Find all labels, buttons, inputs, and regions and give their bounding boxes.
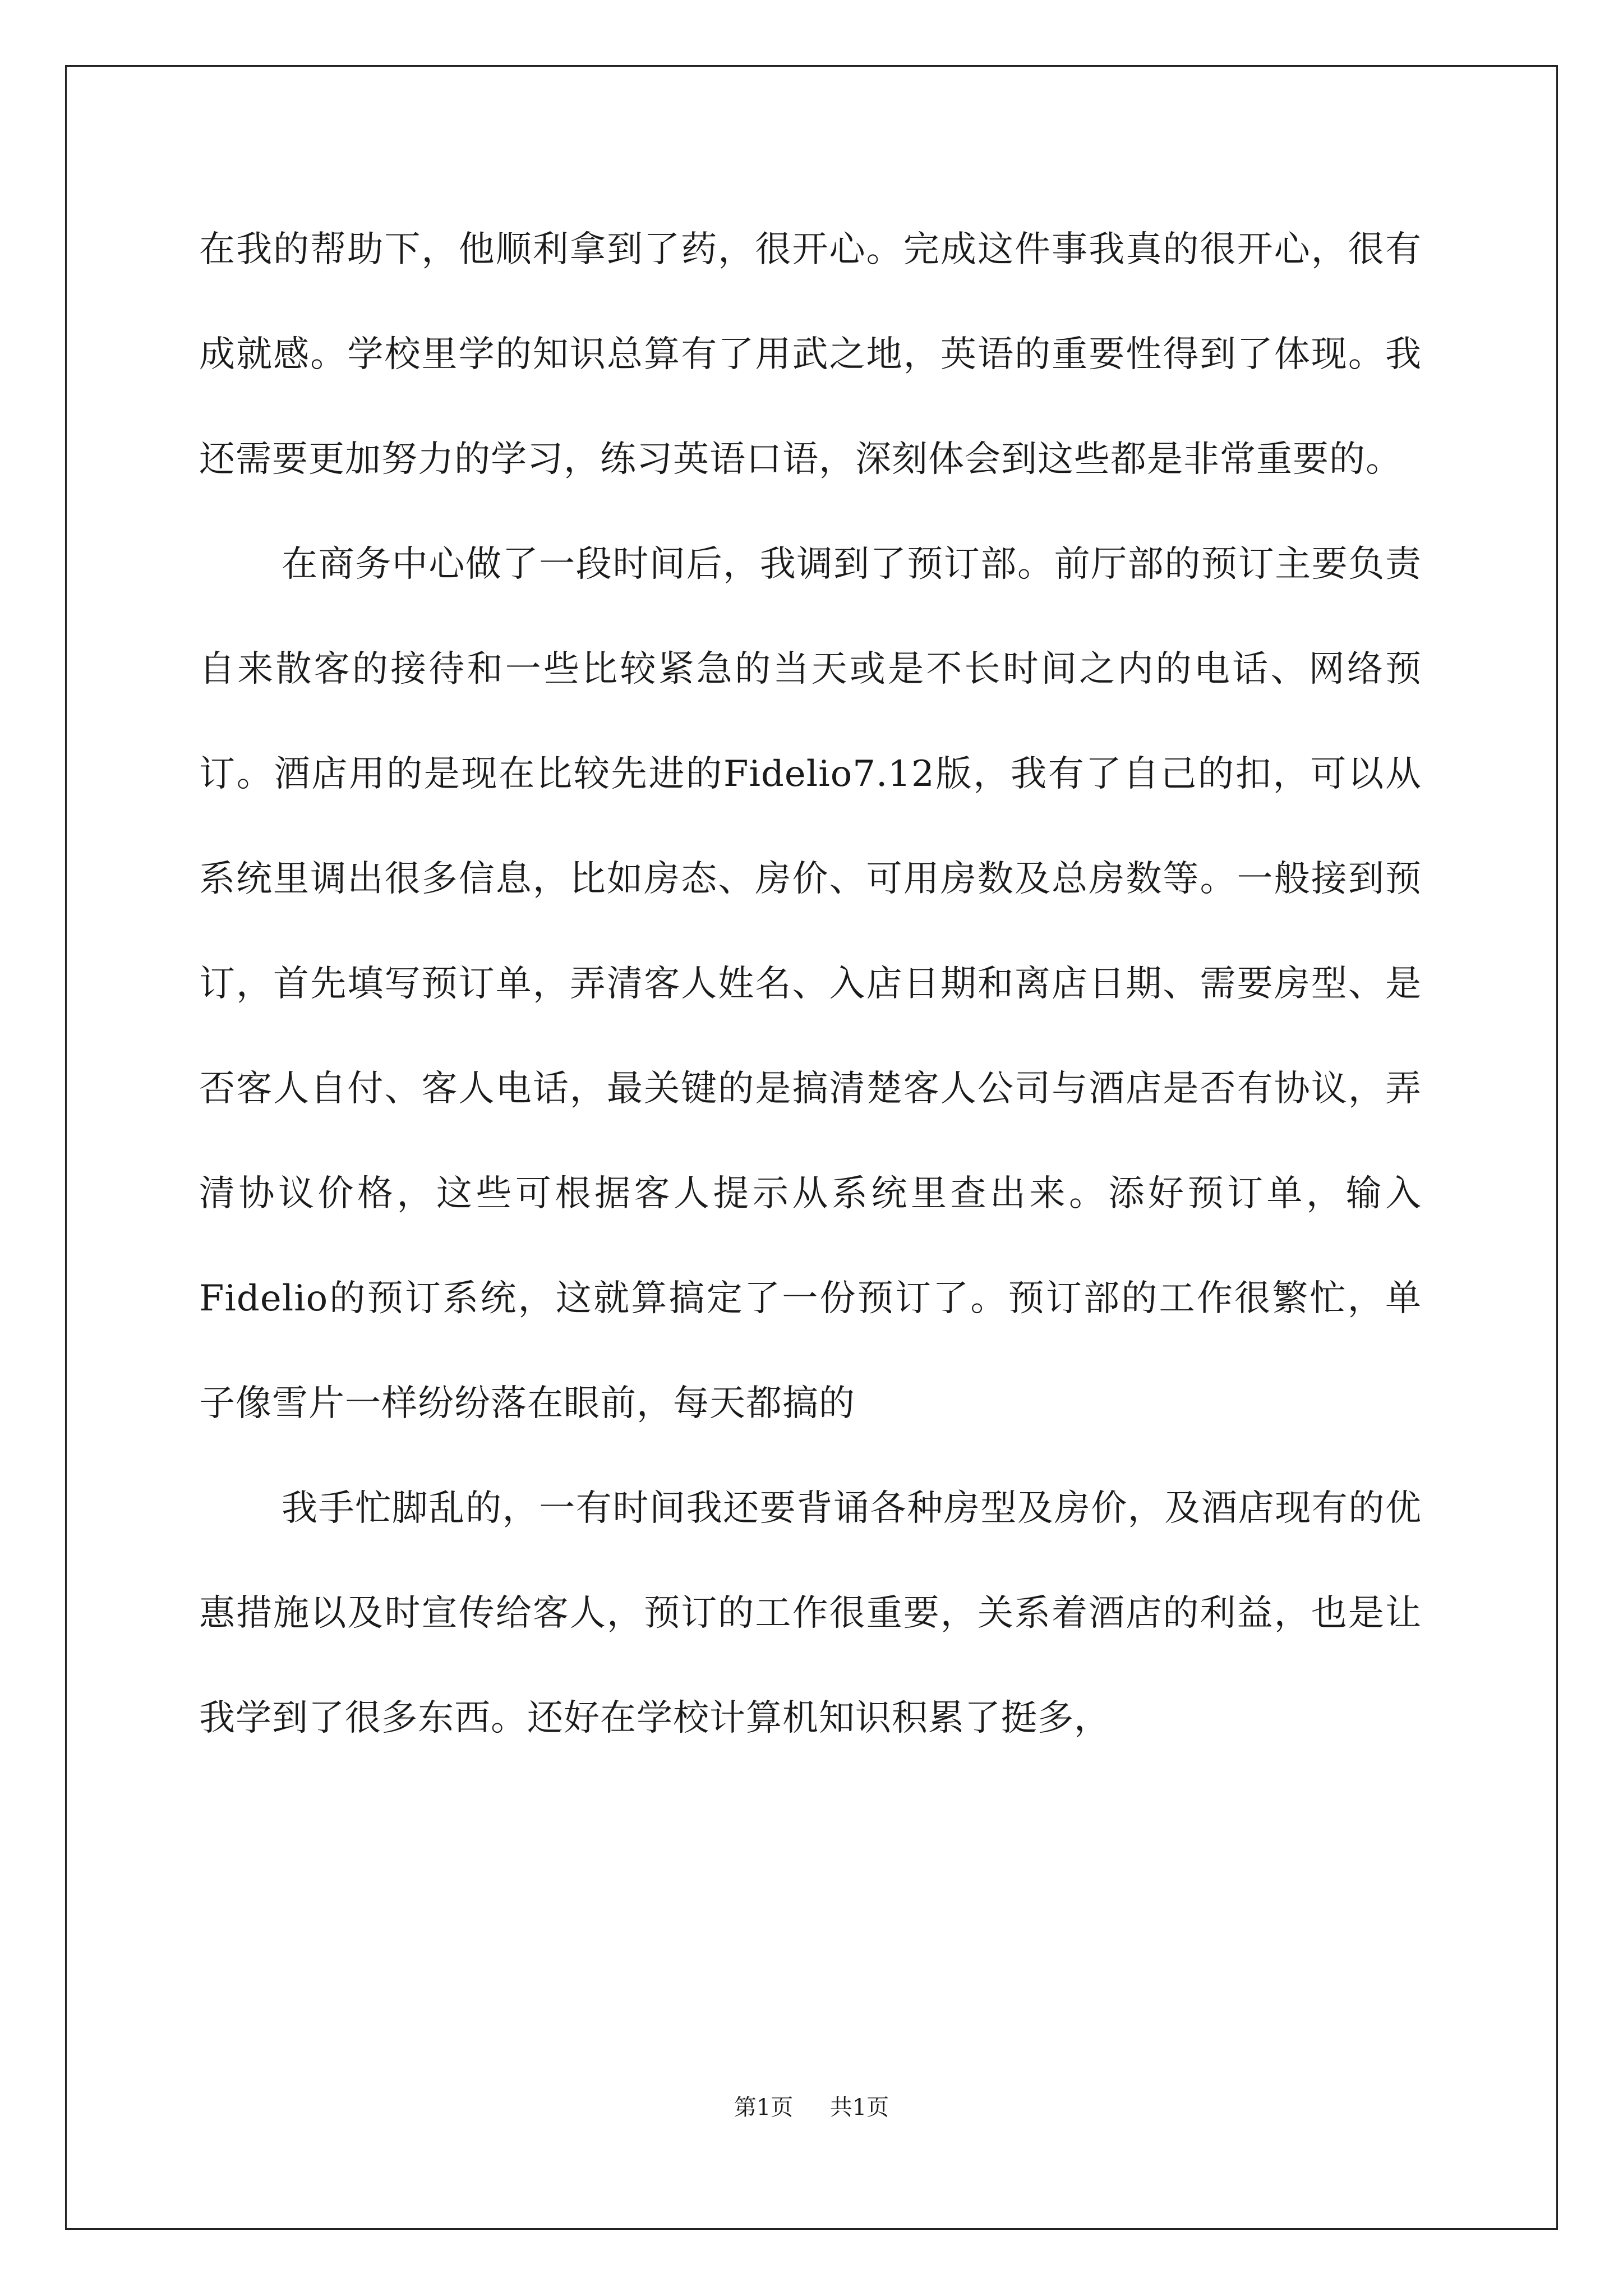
page-number: 第1页 xyxy=(734,2095,794,2120)
document-body xyxy=(199,197,1422,1771)
paragraph-1: 在我的帮助下，他顺利拿到了药，很开心。完成这件事我真的很开心，很有成就感。学校里学的知识总算有了用武之地，英语的重要性得到了体现。我还需要更加努力的学习，练习英语口语，深刻体会到这些都是非常重要的。 xyxy=(199,229,1422,480)
page-total: 共1页 xyxy=(829,2095,889,2120)
page-footer xyxy=(0,2090,1623,2122)
paragraph-3: 我手忙脚乱的，一有时间我还要背诵各种房型及房价，及酒店现有的优惠措施以及时宣传给客人，预订的工作很重要，关系着酒店的利益，也是让我学到了很多东西。还好在学校计算机知识积累了挺多， xyxy=(199,1488,1422,1739)
paragraph-2: 在商务中心做了一段时间后，我调到了预订部。前厅部的预订主要负责自来散客的接待和一些比较紧急的当天或是不长时间之内的电话、网络预订。酒店用的是现在比较先进的Fidelio7.12版，我有了自己的扣，可以从系统里调出很多信息，比如房态、房价、可用房数及总房数等。一般接到预订，首先填写预订单，弄清客人姓名、入店日期和离店日期、需要房型、是否客人自付、客人电话，最关键的是搞清楚客人公司与酒店是否有协议，弄清协议价格，这些可根据客人提示从系统里查出来。添好预订单，输入Fidelio的预订系统，这就算搞定了一份预订了。预订部的工作很繁忙，单子像雪片一样纷纷落在眼前，每天都搞的 xyxy=(199,544,1422,1424)
